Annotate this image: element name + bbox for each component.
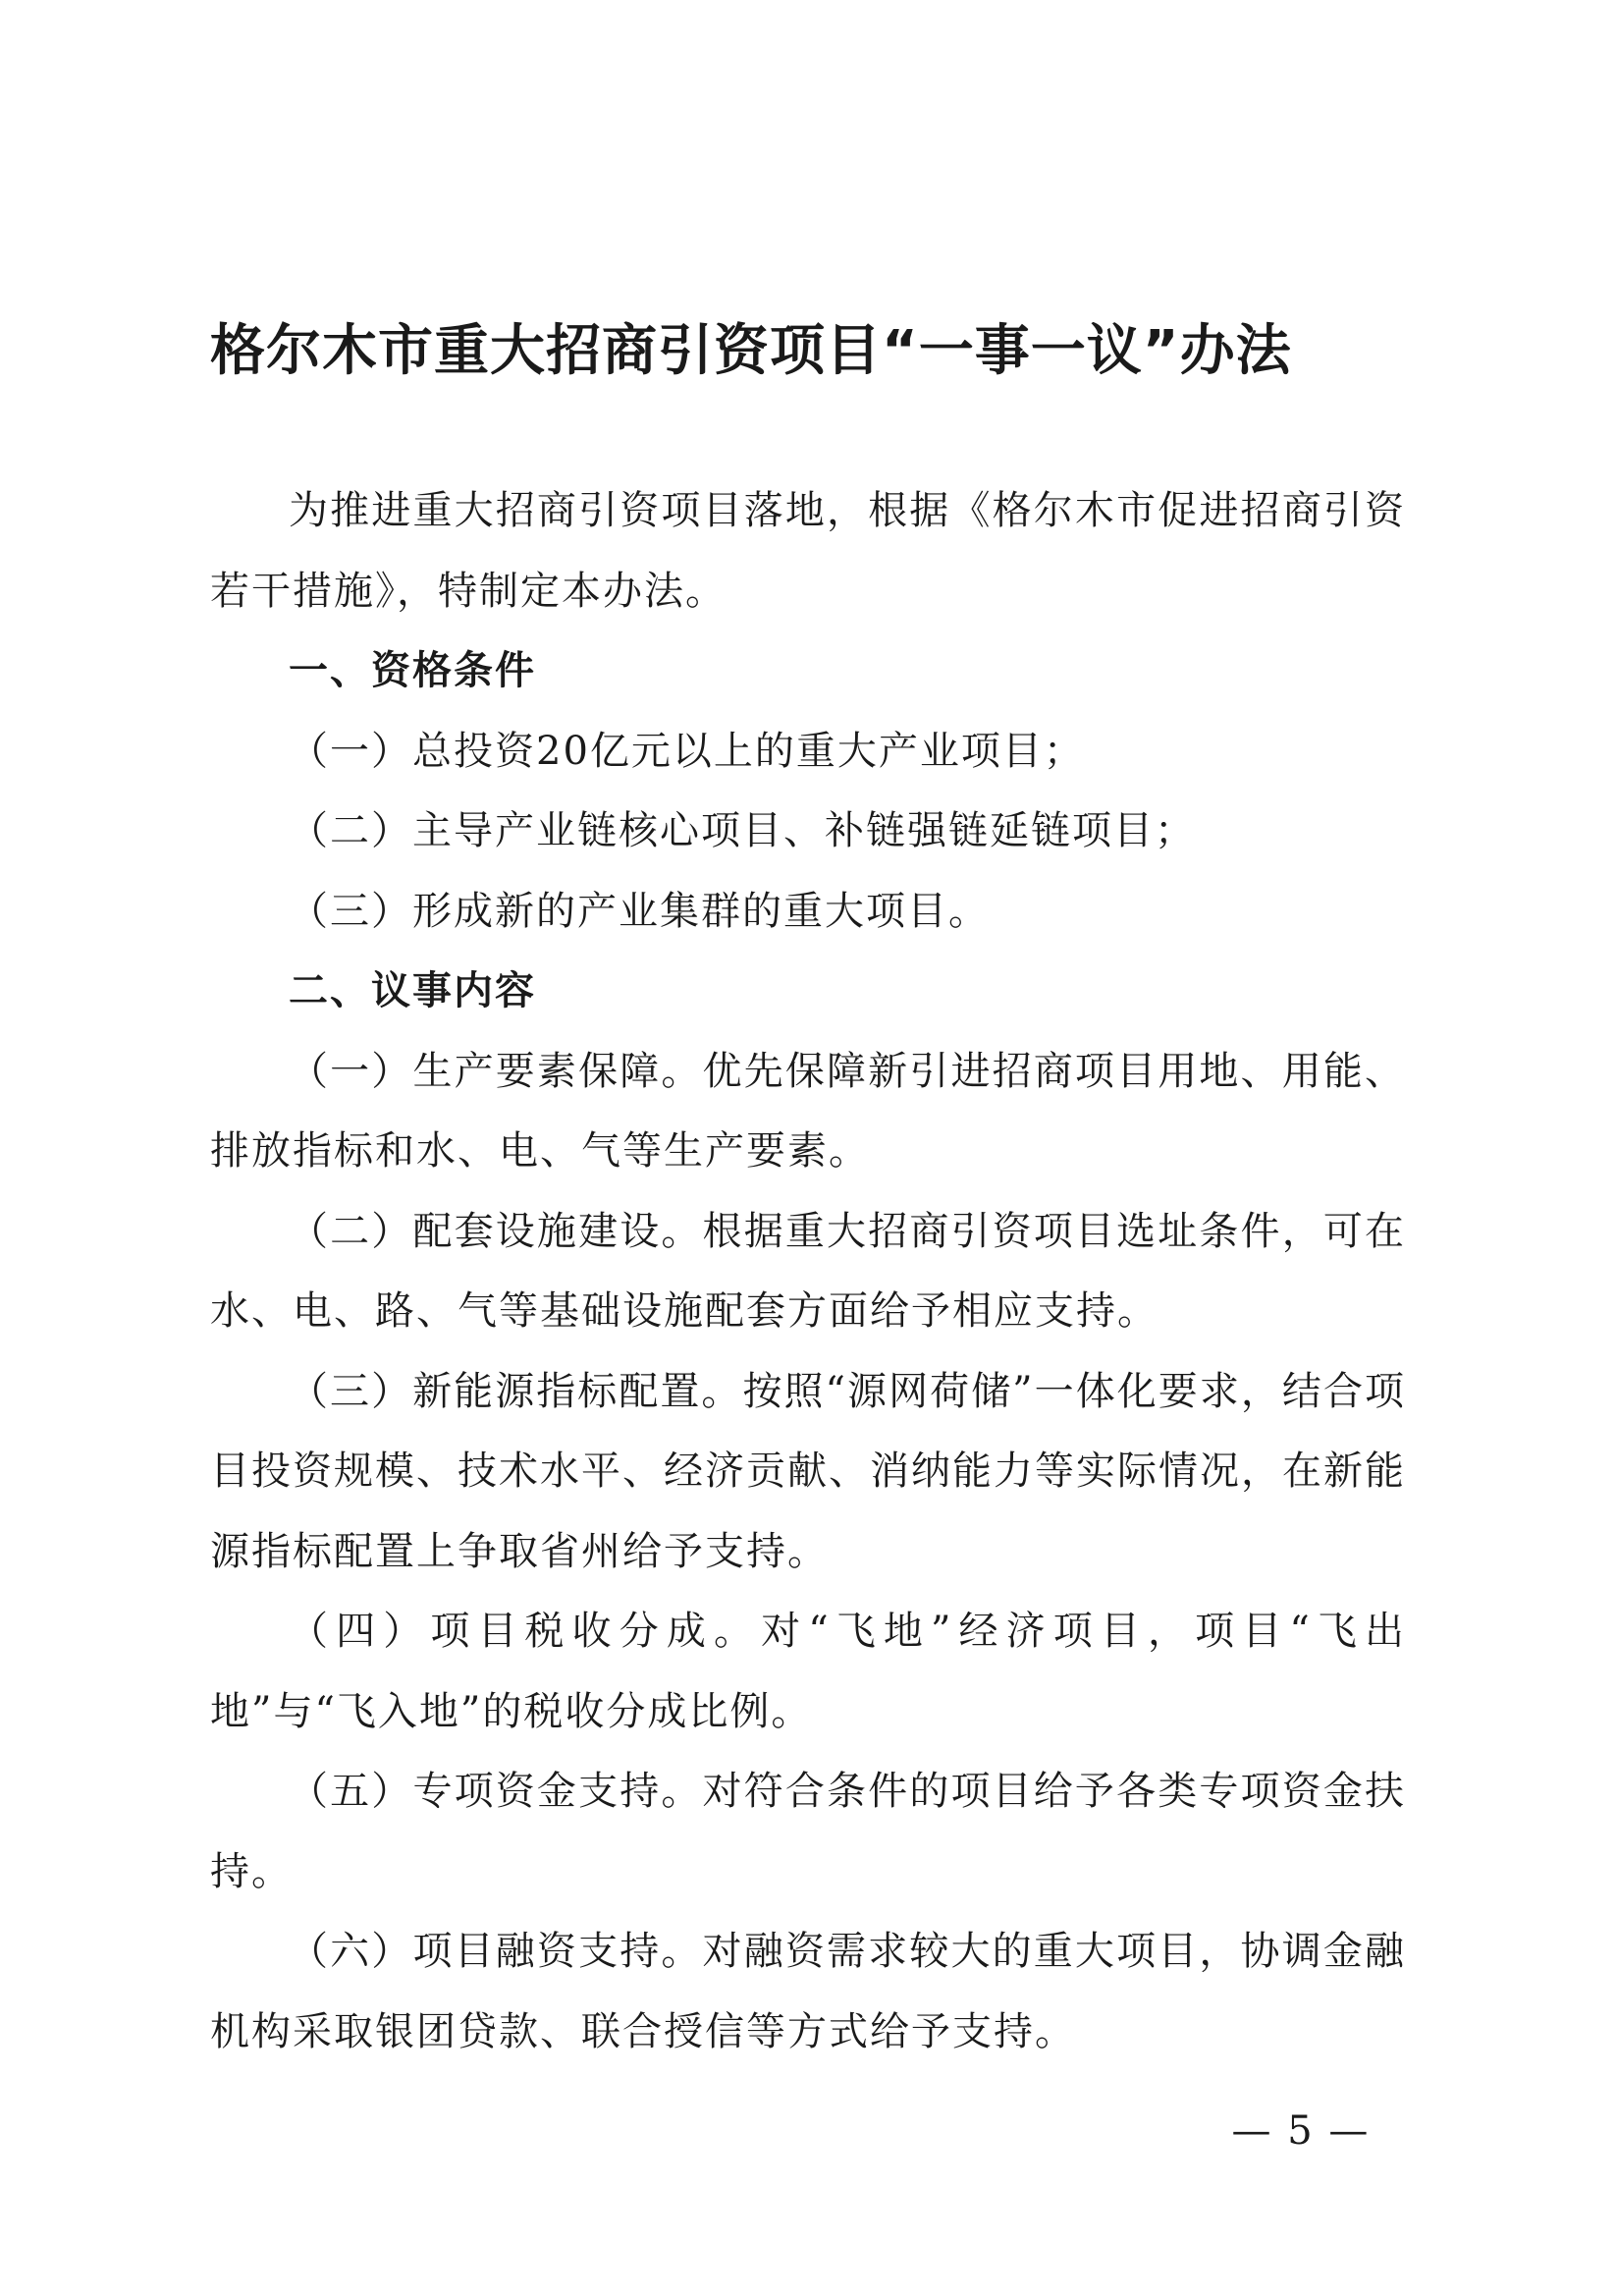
agenda-item-text: 对融资需求较大的重大项目，协调金融机构采取银团贷款、联合授信等方式给予支持。 <box>210 1929 1407 2054</box>
section-heading-agenda: 二、议事内容 <box>289 968 536 1013</box>
qualification-item: （一）总投资20亿元以上的重大产业项目； <box>289 728 1085 774</box>
agenda-item-text: 对“飞地”经济项目，项目“飞出地”与“飞入地”的税收分成比例。 <box>210 1609 1406 1734</box>
agenda-item-lead: （五）专项资金支持。 <box>289 1769 703 1814</box>
agenda-item-text: 对符合条件的项目给予各类专项资金扶持。 <box>210 1769 1407 1894</box>
qualification-item: （二）主导产业链核心项目、补链强链延链项目； <box>289 808 1196 853</box>
section-heading-qualifications: 一、资格条件 <box>289 648 536 693</box>
agenda-item-lead: （六）项目融资支持。 <box>289 1929 703 1974</box>
agenda-item <box>210 1752 1406 1912</box>
agenda-item-lead: （四）项目税收分成。 <box>289 1609 762 1654</box>
page-number: — 5 — <box>1231 2108 1371 2154</box>
agenda-item-lead: （一）生产要素保障。 <box>289 1048 703 1094</box>
agenda-item-lead: （二）配套设施建设。 <box>289 1208 703 1254</box>
agenda-item <box>210 1032 1406 1192</box>
agenda-item-text: 优先保障新引进招商项目用地、用能、排放指标和水、电、气等生产要素。 <box>210 1048 1407 1174</box>
document-body <box>210 471 1406 2072</box>
agenda-item <box>210 1352 1406 1593</box>
agenda-item <box>210 1192 1406 1352</box>
agenda-item <box>210 1912 1406 2072</box>
document-title: 格尔木市重大招商引资项目“一事一议”办法 <box>210 319 1292 383</box>
intro-paragraph: 为推进重大招商引资项目落地，根据《格尔木市促进招商引资若干措施》，特制定本办法。 <box>210 488 1406 614</box>
agenda-item-text: 根据重大招商引资项目选址条件，可在水、电、路、气等基础设施配套方面给予相应支持。 <box>210 1208 1407 1334</box>
agenda-item-lead: （三）新能源指标配置。 <box>289 1368 743 1414</box>
agenda-item <box>210 1592 1406 1752</box>
qualification-item: （三）形成新的产业集群的重大项目。 <box>289 888 990 934</box>
agenda-item-text: 按照“源网荷储”一体化要求，结合项目投资规模、技术水平、经济贡献、消纳能力等实际情况，在新能源指标配置上争取省州给予支持。 <box>210 1368 1406 1574</box>
